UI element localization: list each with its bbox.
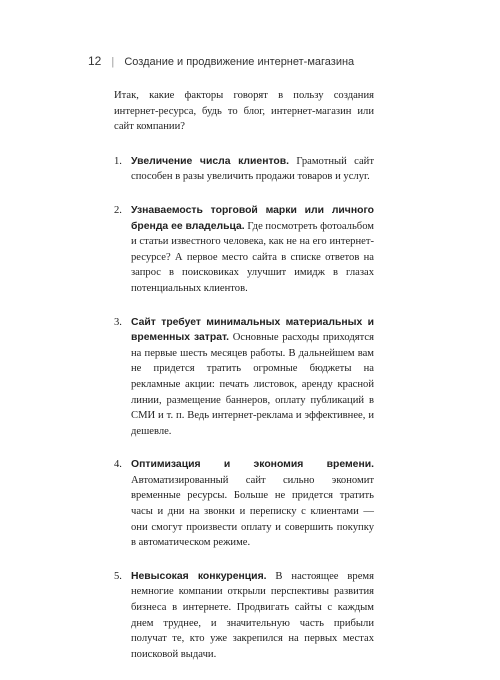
list-item [114, 569, 374, 663]
list-item-lead: Узнаваемость торговой марки или личного бренда ее владельца. [131, 204, 374, 232]
list-item-number: 5. [114, 570, 122, 582]
list-item-number: 4. [114, 459, 122, 471]
list-item-lead: Сайт требует минимальных материальных и временных затрат. [131, 316, 374, 344]
list-item-text: Автоматизированный сайт сильно экономит временные ресурсы. Больше не придется тратить часы и дни на звонки и переписку с клиентами — они смогут произвести оплату и совершить покупку в автоматическом режиме. [131, 474, 374, 549]
list-item [114, 203, 374, 297]
list-item-number: 2. [114, 204, 122, 216]
list-item-text: Где посмотреть фотоальбом и статьи известного человека, как не на его интернет-ресурсе? А первое место сайта в списке ответов на запрос в поисковиках улучшит имидж в глазах потенциальных клиентов. [131, 220, 374, 294]
list-item [114, 315, 374, 440]
page-body [114, 88, 374, 680]
list-item-lead: Оптимизация и экономия времени. [131, 459, 374, 471]
running-head-title: Создание и продвижение интернет-магазина [124, 56, 355, 68]
running-head [88, 54, 354, 68]
page-number: 12 [88, 54, 102, 68]
list-item-text: Грамотный сайт способен в разы увеличить продажи товаров и услуг. [131, 155, 374, 183]
list-item-number: 1. [114, 155, 122, 167]
intro-paragraph: Итак, какие факторы говорят в пользу создания интернет-ресурса, будь то блог, интернет-магазин или сайт компании? [114, 90, 374, 133]
list-item [114, 457, 374, 551]
list-item-text: Основные расходы приходятся на первые шесть месяцев работы. В дальнейшем вам не придется тратить огромные бюджеты на рекламные акции: печать листовок, аренду красной линии, размещение баннеров, оплату публикаций в СМИ и т. п. Ведь интернет-реклама и эффективнее, и дешевле. [131, 332, 375, 437]
list-item-lead: Невысокая конкуренция. [131, 570, 267, 582]
list-item-lead: Увеличение числа клиентов. [131, 155, 290, 167]
list-item [114, 154, 374, 185]
header-separator: | [111, 56, 115, 68]
factors-list [114, 154, 374, 663]
list-item-text: В настоящее время немногие компании открыли перспективы развития бизнеса в интернете. Продвигать сайты с каждым днем труднее, и значительную часть прибыли получат те, кто уже закрепился на первых местах поисковой выдачи. [131, 570, 374, 660]
list-item-number: 3. [114, 316, 122, 328]
